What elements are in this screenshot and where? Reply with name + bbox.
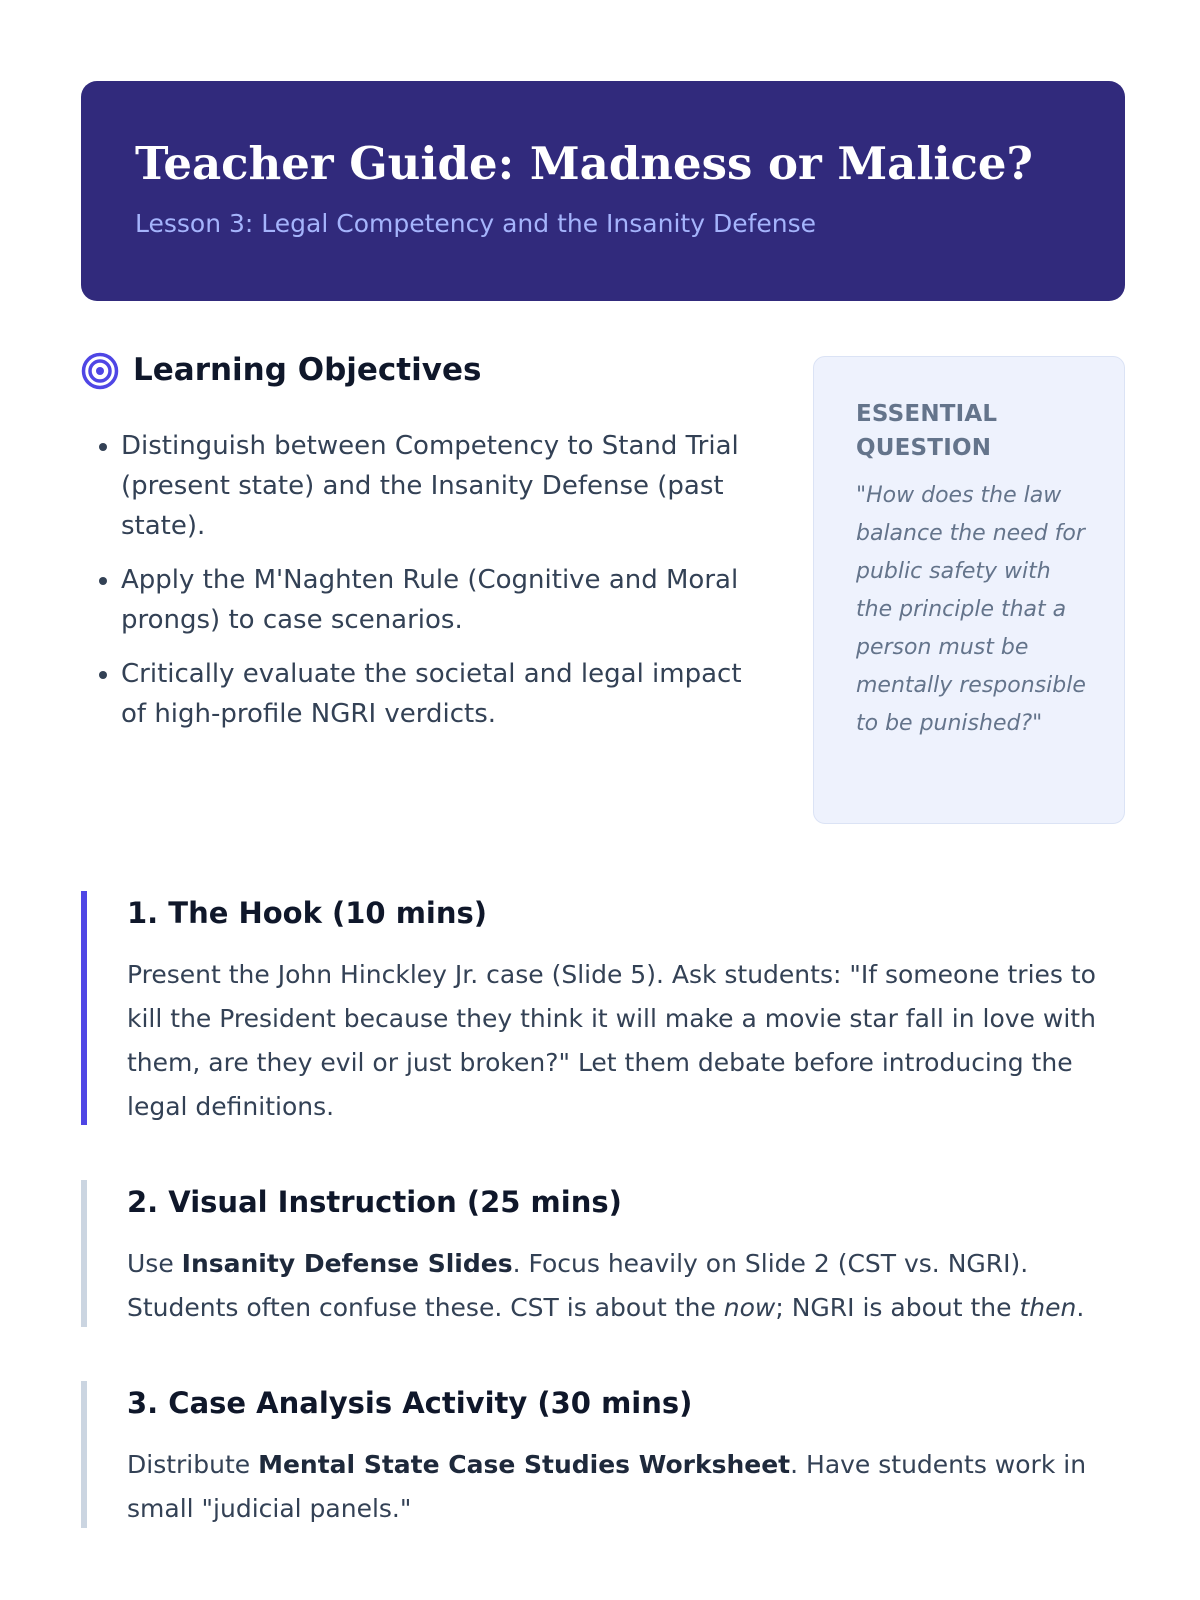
- objective-item: • Distinguish between Competency to Stand Trial (present state) and the Insanity Defense (past state).: [121, 426, 761, 546]
- objective-item: • Critically evaluate the societal and legal impact of high-profile NGRI verdicts.: [121, 654, 761, 734]
- target-icon: [81, 352, 119, 390]
- body-text: Distribute: [127, 1450, 259, 1479]
- essential-question-card: [813, 356, 1125, 824]
- section-body: [127, 1242, 1125, 1330]
- section-visual-instruction: [81, 1180, 1125, 1327]
- section-case-analysis: [81, 1381, 1125, 1528]
- header-banner: [81, 81, 1125, 301]
- section-body: [127, 1443, 1125, 1531]
- section-title: 2. Visual Instruction (25 mins): [127, 1185, 622, 1219]
- objective-item: • Apply the M'Naghten Rule (Cognitive and Moral prongs) to case scenarios.: [121, 560, 761, 640]
- emphasis-now: now: [723, 1293, 776, 1322]
- section-hook: [81, 891, 1125, 1125]
- body-text: . Have students work in small "judicial panels.": [127, 1450, 1087, 1523]
- objectives-list: [81, 426, 761, 734]
- section-body: Present the John Hinckley Jr. case (Slide 5). Ask students: "If someone tries to kill the President because they think it will make a movie star fall in love with them, are they evil or just broken?" Let them debate before introducing the legal definitions.: [127, 960, 1096, 1121]
- body-text: .: [1076, 1293, 1085, 1322]
- objectives-title: Learning Objectives: [133, 352, 482, 389]
- slides-resource-name: Insanity Defense Slides: [181, 1249, 513, 1278]
- emphasis-then: then: [1019, 1293, 1077, 1322]
- body-text: ; NGRI is about the: [775, 1293, 1020, 1322]
- essential-question-label: ESSENTIAL QUESTION: [856, 401, 998, 461]
- body-text: Use: [127, 1249, 182, 1278]
- section-title: 1. The Hook (10 mins): [127, 896, 488, 930]
- essential-question-text: "How does the law balance the need for public safety with the principle that a person must be mentally responsible to be punished?": [856, 483, 1086, 736]
- worksheet-resource-name: Mental State Case Studies Worksheet: [258, 1450, 791, 1479]
- learning-objectives: [81, 352, 761, 748]
- body-text: . Focus heavily on Slide 2 (CST vs. NGRI). Students often confuse these. CST is about the: [127, 1249, 1029, 1322]
- page-title: Teacher Guide: Madness or Malice?: [135, 137, 1033, 190]
- objectives-heading: [81, 352, 761, 390]
- section-title: 3. Case Analysis Activity (30 mins): [127, 1386, 693, 1420]
- page-subtitle: Lesson 3: Legal Competency and the Insanity Defense: [135, 208, 817, 238]
